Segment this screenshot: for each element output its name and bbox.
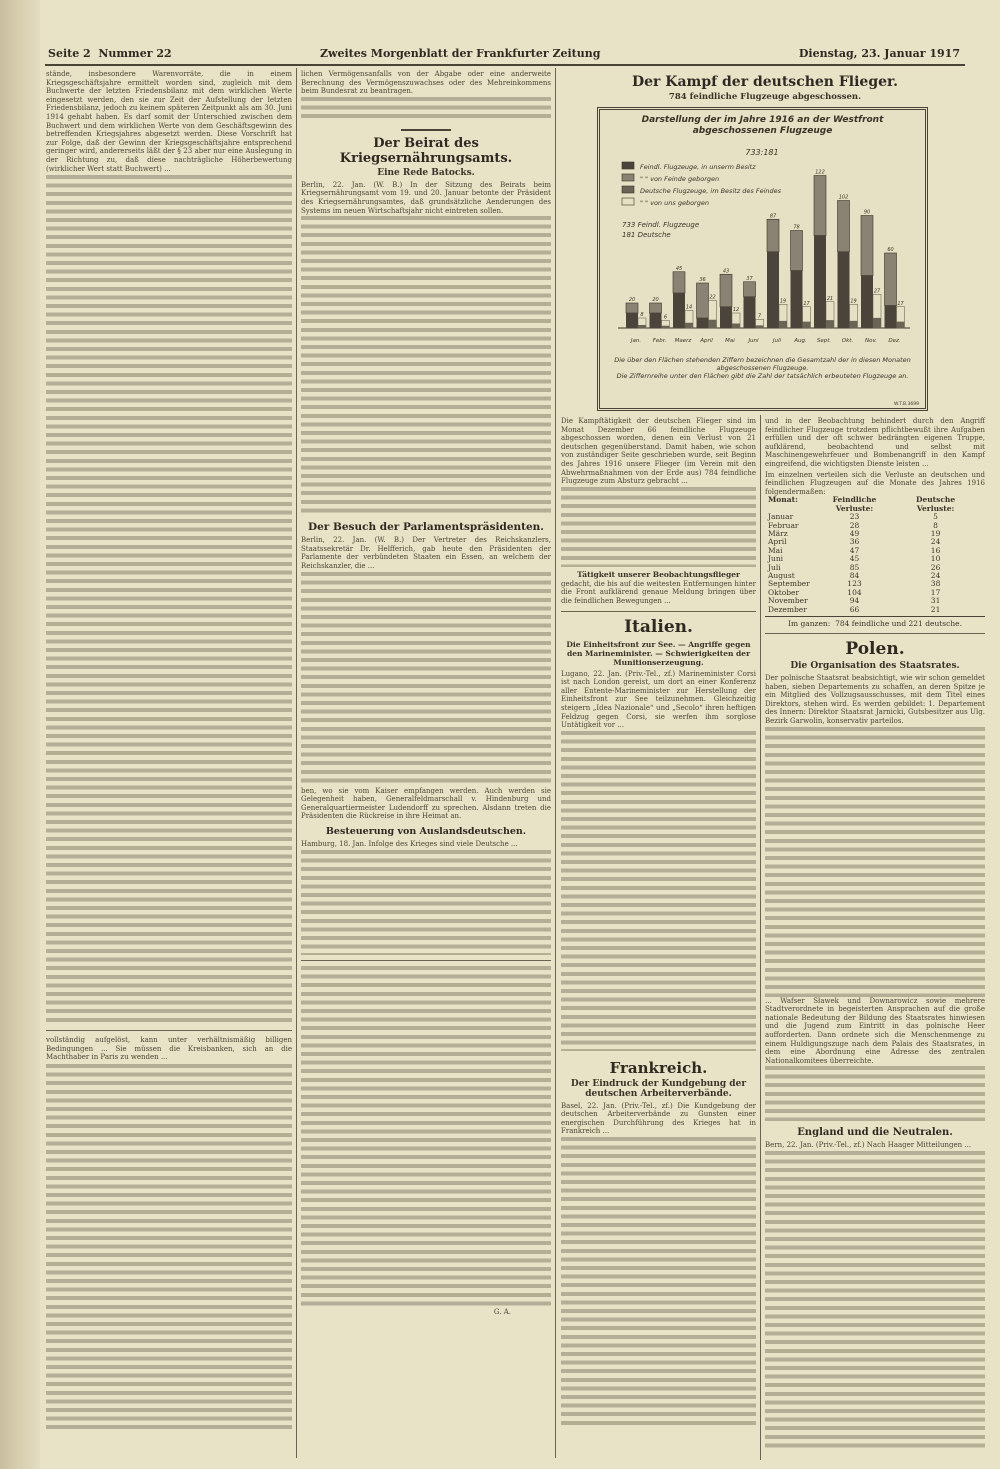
- enemy-loss-cell: 47: [849, 545, 860, 555]
- article-text: Bern, 22. Jan. (Priv.-Tel., zf.) Nach Haager Mitteilungen ...: [765, 1141, 972, 1150]
- value-label-german: 19: [850, 298, 857, 305]
- table-total: [765, 616, 985, 628]
- bar-german-lost: [779, 321, 787, 328]
- total-label: Im ganzen:: [787, 619, 831, 629]
- x-tick-label: Juni: [748, 338, 759, 344]
- section-rule: [561, 611, 756, 612]
- legend-swatch: [622, 174, 634, 181]
- x-tick-label: Juli: [772, 338, 782, 344]
- article-text: lichen Vermögensanfalls von der Abgabe oder eine anderweite Berechnung des Vermögenszuwachses oder des Mehreinkommens beim Bundesrat zu beantragen.: [301, 70, 551, 96]
- x-tick-label: Jan.: [630, 338, 642, 344]
- section-title-england: England und die Neutralen.: [797, 1127, 953, 1139]
- article-text: Berlin, 22. Jan. (W. B.) In der Sitzung des Beirats beim Kriegsernährungsamt vom 19. und 20. Januar betonte der Präsident des Kriegsernährungsamtes, daß grundsätzliche Aenderungen des Systems im neuen Wirtschaftsjahr nicht eintreten sollen.: [301, 180, 551, 215]
- value-label-enemy: 122: [815, 169, 825, 176]
- text-lines: [46, 1064, 292, 1434]
- text-lines: [46, 175, 292, 1025]
- bar-german-lost: [826, 320, 834, 328]
- value-label-german: 6: [663, 314, 668, 321]
- text-lines: [765, 1066, 985, 1121]
- bar-german-lost: [709, 320, 717, 328]
- totals-note: 181 Deutsche: [622, 231, 671, 239]
- bar-enemy-recovered: [885, 253, 897, 306]
- month-cell: März: [768, 528, 788, 538]
- chart-note: Die Ziffernreihe unter den Flächen gibt die Zahl der tatsächlich erbeuteten Flugzeuge an.: [616, 372, 909, 380]
- column-divider: [555, 68, 556, 1458]
- bar-enemy-recovered: [697, 283, 709, 318]
- bar-german-lost: [850, 321, 858, 328]
- bar-enemy-captured: [626, 313, 638, 328]
- value-label-enemy: 43: [722, 268, 730, 275]
- header-rule: [45, 64, 965, 66]
- x-tick-label: Mai: [725, 338, 735, 344]
- article-text: Der polnische Staatsrat beabsichtigt, wie wir schon gemeldet haben, sieben Departements zu schaffen, an deren Spitze je ein Mitglied des Vollzugsausschusses, mit dem Titel eines Direktors, stehen wird. Es werden gebildet: 1. Departement des Innern: Direktor Staatsrat Jarnicki, Gutsbesitzer aus Ulg. Bezirk Garwolin, konservativ parteilos.: [765, 674, 985, 725]
- enemy-loss-cell: 36: [849, 537, 860, 547]
- issue-number: Nummer 22: [98, 47, 172, 60]
- german-loss-cell: 24: [930, 571, 941, 580]
- bar-enemy-captured: [861, 276, 873, 329]
- bar-enemy-captured: [673, 293, 685, 328]
- text-lines: [301, 850, 551, 955]
- section-title-france: Frankreich.: [609, 1058, 708, 1077]
- german-loss-cell: 24: [930, 537, 941, 547]
- value-label-enemy: 78: [793, 224, 800, 231]
- bar-enemy-recovered: [767, 219, 779, 252]
- german-loss-cell: 19: [930, 528, 941, 538]
- enemy-loss-cell: 45: [849, 554, 860, 564]
- text-lines: [765, 1151, 985, 1451]
- value-label-german: 14: [685, 304, 693, 311]
- section-title-italy: Italien.: [624, 616, 693, 637]
- bar-german-lost: [685, 323, 693, 328]
- bar-enemy-captured: [744, 297, 756, 328]
- value-label-german: 21: [826, 295, 834, 302]
- legend-swatch: [622, 162, 634, 169]
- article-title: Der Beirat des Kriegsernährungsamts.: [339, 135, 513, 166]
- column-divider: [760, 415, 761, 1460]
- german-loss-cell: 10: [930, 554, 941, 564]
- value-label-german: 17: [897, 300, 904, 307]
- value-label-german: 19: [779, 298, 787, 305]
- enemy-loss-cell: 104: [847, 587, 862, 597]
- value-label-enemy: 20: [628, 297, 636, 303]
- month-cell: Mai: [768, 545, 783, 555]
- chart-credit: W.T.B.3699: [894, 402, 919, 407]
- value-label-german: 7: [757, 313, 762, 320]
- table-row: [765, 555, 975, 563]
- bar-german-lost: [803, 322, 811, 328]
- legend-swatch: [622, 186, 634, 193]
- value-label-enemy: 90: [863, 209, 871, 216]
- enemy-loss-cell: 23: [849, 512, 860, 522]
- column-1: [46, 70, 292, 1434]
- column-4: [765, 417, 985, 1451]
- german-loss-cell: 8: [933, 520, 938, 530]
- x-tick-label: April: [700, 338, 713, 344]
- bar-enemy-captured: [767, 252, 779, 328]
- german-loss-cell: 5: [933, 512, 938, 522]
- section-rule: [301, 960, 551, 961]
- text-lines: [301, 966, 551, 1306]
- x-tick-label: Dez.: [888, 338, 901, 344]
- enemy-loss-cell: 85: [849, 562, 860, 572]
- chart-legend: [622, 162, 782, 207]
- text-lines: [301, 216, 551, 516]
- bar-enemy-captured: [814, 236, 826, 329]
- value-label-enemy: 102: [838, 194, 849, 201]
- masthead: Zweites Morgenblatt der Frankfurter Zeitung: [320, 47, 601, 60]
- chart-subtitle: 733:181: [745, 148, 779, 157]
- article-text: und in der Beobachtung behindert durch den Angriff feindlicher Flugzeuge trotzdem pflichtbewußt ihre Aufgaben erfüllen und der oft schwer bedrängten eigenen Truppe, aufklärend, beobachtend und selbst mit Maschinengewehrfeuer und Bombenangriff in den Kampf eingreifend, die wichtigsten Dienste leisten ...: [765, 417, 985, 468]
- chart-frame: [597, 107, 928, 411]
- value-label-enemy: 36: [699, 277, 706, 283]
- month-cell: August: [768, 571, 795, 580]
- section-rule: [46, 1030, 292, 1031]
- bar-enemy-recovered: [861, 216, 873, 276]
- german-loss-cell: 31: [930, 596, 941, 606]
- article-text: Im einzelnen verteilen sich die Verluste an deutschen und feindlichen Flugzeugen auf die Monate des Jahres 1916 folgendermaßen:: [765, 470, 985, 496]
- bar-enemy-captured: [697, 318, 709, 328]
- section-title-poland: Polen.: [845, 639, 905, 660]
- losses-table: [765, 496, 975, 614]
- text-lines: [561, 731, 756, 1051]
- value-label-german: 27: [873, 288, 881, 295]
- article-text: Lugano, 22. Jan. (Priv.-Tel., zf.) Marineminister Corsi ist nach London gereist, um dort an einer Konferenz aller Entente-Marineminister zur Herstellung der Einheitsfront zur See teilzunehmen. Gleichzeitig steigern „Idea Nazionale“ und „Secolo“ ihren heftigen Feldzug gegen Corsi, sie werfen ihm sorglose Untätigkeit vor ...: [561, 669, 756, 730]
- text-lines: [561, 487, 756, 567]
- feature-title: Der Kampf der deutschen Flieger.: [631, 74, 898, 90]
- feature-subtitle: 784 feindliche Flugzeuge abgeschossen.: [668, 92, 862, 102]
- x-tick-label: Maerz: [674, 338, 692, 344]
- article-text: ... Wafser Sławek und Downarowicz sowie mehrere Stadtverordnete in begeisterten Ansprachen auf die große nationale Bedeutung der Bildung des Staatsrates hinwiesen und die Jugend zum Eintritt in das polnische Heer aufforderten. Dann ordnete sich die Menschenmenge zu einem Huldigungszuge nach dem Palais des Staatsrates, in dem eine Abordnung eine Adresse des zentralen Nationalkomitees überreichte.: [765, 996, 985, 1065]
- article-text: Berlin, 22. Jan. (W. B.) Der Vertreter des Reichskanzlers, Staatssekretär Dr. Helfferich, gab heute den Präsidenten der Parlamente der verbündeten Staaten ein Essen, an welchem der Reichskanzler, die ...: [301, 536, 551, 570]
- bar-enemy-recovered: [720, 274, 732, 307]
- article-text: Hamburg, 18. Jan. Infolge des Krieges sind viele Deutsche ...: [301, 839, 518, 848]
- text-lines: [765, 727, 985, 997]
- month-cell: April: [768, 537, 787, 547]
- value-label-enemy: 20: [652, 297, 659, 303]
- column-header: Deutsche Verluste:: [915, 495, 956, 513]
- bar-enemy-recovered: [673, 272, 685, 293]
- article-text: vollständig aufgelöst, kann unter verhältnismäßig billigen Bedingungen ... Sie müssen die Kreisbanken, sich an die Machthaber in Paris zu wenden ...: [46, 1036, 292, 1062]
- bar-enemy-recovered: [650, 303, 662, 313]
- legend-label: Feindl. Flugzeuge, in unserm Besitz: [640, 163, 756, 171]
- value-label-german: 12: [732, 307, 740, 313]
- article-text: Basel, 22. Jan. (Priv.-Tel., zf.) Die Kundgebung der deutschen Arbeiterverbände zu Gunsten einer energischen Durchführung des Krieges hat in Frankreich ...: [561, 1101, 756, 1136]
- german-loss-cell: 17: [930, 587, 941, 597]
- month-cell: Februar: [768, 520, 799, 530]
- bar-german-lost: [897, 322, 905, 328]
- article-text: ben, wo sie vom Kaiser empfangen werden. Auch werden sie Gelegenheit haben, Generalfeldmarschall v. Hindenburg und Generalquartiermeister Ludendorff zu sprechen. Alsdann treten die Präsidenten die Rückreise in ihre Heimat an.: [301, 786, 551, 821]
- bar-enemy-captured: [791, 271, 803, 329]
- bar-enemy-recovered: [791, 231, 803, 271]
- page-label: Seite 2: [48, 47, 91, 60]
- x-tick-label: Okt.: [841, 338, 854, 344]
- column-header: Monat:: [768, 495, 798, 505]
- month-cell: Oktober: [768, 587, 800, 597]
- month-cell: Juni: [768, 554, 784, 564]
- legend-label: " " von Feinde geborgen: [640, 175, 720, 183]
- german-loss-cell: 21: [930, 604, 941, 614]
- table-row: [765, 538, 975, 546]
- book-binding: [0, 0, 40, 1469]
- total-value: 784 feindliche und 221 deutsche.: [835, 619, 963, 629]
- table-row: [765, 606, 975, 614]
- value-label-enemy: 37: [746, 275, 753, 282]
- bar-german-lost: [756, 325, 764, 328]
- enemy-loss-cell: 49: [849, 528, 860, 538]
- value-label-enemy: 87: [769, 213, 777, 220]
- month-cell: Juli: [768, 562, 781, 572]
- month-cell: November: [768, 596, 808, 606]
- table-row: [765, 530, 975, 538]
- article-title: Der Besuch der Parlamentspräsidenten.: [308, 521, 544, 534]
- table-row: [765, 564, 975, 572]
- article-text: stände, insbesondere Warenvorräte, die in einem Kriegsgeschäftsjahre ermittelt worden sind, zugleich mit dem Buchwerte der letzten Friedensbilanz mit dem wirklichen Werte eingesetzt werden, den sie zur Zeit der Aufstellung der letzten Friedensbilanz, jedoch zu keinem späteren Zeitpunkt als am 30. Juni 1914 gehabt haben. Es darf somit der Unterschied zwischen dem Buchwert und dem wirklichen Werte von dem Geschäftsgewinn des betreffenden Kriegsjahres abgesetzt werden. Diese Vorschrift hat zur Folge, daß der Gewinn der Kriegsgeschäftsjahre entsprechend geringer wird, andererseits läßt der § 23 aber nur eine Auslegung in der Richtung zu, daß diese nachträgliche Höherbewertung (wirklicher Wert statt Buchwert) ...: [46, 70, 292, 173]
- article-subtitle: Die Einheitsfront zur See. — Angriffe gegen den Marineminister. — Schwierigkeiten der Munitionserzeugung.: [566, 639, 751, 667]
- column-header: Feindliche Verluste:: [832, 495, 877, 513]
- article-text: Die Kampftätigkeit der deutschen Flieger sind im Monat Dezember 66 feindliche Flugzeuge abgeschossen worden, denen ein Verlust von 21 deutschen gegenüberstand. Damit haben, wie schon von zuständiger Seite geschrieben wurde, seit Beginn des Jahres 1916 unsere Flieger (im Verein mit den Abwehrmaßnahmen von der Erde aus) 784 feindliche Flugzeuge zum Absturz gebracht ...: [561, 417, 756, 486]
- x-tick-label: Aug.: [794, 338, 807, 344]
- enemy-loss-cell: 123: [847, 579, 862, 589]
- month-cell: Dezember: [768, 604, 807, 614]
- bar-enemy-recovered: [814, 176, 826, 236]
- bar-enemy-recovered: [744, 282, 756, 297]
- page-number: [48, 47, 172, 60]
- value-label-enemy: 60: [887, 247, 894, 253]
- section-rule: [765, 633, 985, 634]
- month-cell: September: [768, 579, 810, 589]
- bar-german-lost: [662, 326, 670, 328]
- column-divider: [296, 68, 297, 1458]
- value-label-german: 22: [709, 294, 716, 301]
- enemy-loss-cell: 28: [849, 520, 860, 530]
- issue-date: Dienstag, 23. Januar 1917: [798, 47, 960, 60]
- bar-german-lost: [732, 324, 740, 329]
- legend-swatch: [622, 198, 634, 205]
- author-signature: G. A.: [493, 1307, 511, 1316]
- article-subtitle: Eine Rede Batocks.: [377, 167, 475, 178]
- bar-enemy-captured: [885, 306, 897, 329]
- legend-label: " " von uns geborgen: [640, 199, 709, 207]
- bar-enemy-recovered: [626, 303, 638, 313]
- bar-enemy-recovered: [838, 201, 850, 252]
- enemy-loss-cell: 94: [849, 596, 860, 606]
- enemy-loss-cell: 84: [849, 571, 860, 580]
- enemy-loss-cell: 66: [849, 604, 860, 614]
- separator: [401, 129, 451, 131]
- chart-note: Die über den Flächen stehenden Ziffern bezeichnen die Gesamtzahl der in diesen Monaten abgeschossenen Flugzeuge.: [614, 356, 911, 372]
- value-label-german: 17: [803, 300, 810, 307]
- column-2: [301, 70, 551, 1316]
- column-3: [561, 417, 756, 1427]
- x-tick-label: Sept.: [816, 338, 832, 344]
- bar-german-lost: [638, 325, 646, 328]
- article-title: Besteuerung von Auslandsdeutschen.: [325, 825, 527, 837]
- bar-enemy-captured: [650, 313, 662, 328]
- text-lines: [301, 97, 551, 123]
- article-subtitle: Die Organisation des Staatsrates.: [790, 661, 960, 672]
- text-lines: [301, 572, 551, 787]
- section-subhead: Tätigkeit unserer Beobachtungsflieger: [577, 569, 740, 579]
- table-row: [765, 522, 975, 530]
- german-loss-cell: 38: [930, 579, 941, 589]
- bar-enemy-captured: [838, 252, 850, 328]
- bar-german-lost: [873, 318, 881, 328]
- text-lines: [561, 1137, 756, 1427]
- totals-note: 733 Feindl. Flugzeuge: [622, 221, 700, 229]
- value-label-german: 8: [640, 312, 644, 318]
- x-tick-label: Febr.: [652, 338, 667, 344]
- x-tick-label: Nov.: [864, 338, 878, 344]
- table-row: [765, 547, 975, 555]
- legend-label: Deutsche Flugzeuge, im Besitz des Feindes: [640, 187, 782, 195]
- value-label-enemy: 45: [675, 265, 683, 272]
- bar-enemy-captured: [720, 307, 732, 328]
- german-loss-cell: 26: [930, 562, 941, 572]
- chart-title: Darstellung der im Jahre 1916 an der Westfront abgeschossenen Flugzeuge: [641, 115, 884, 136]
- article-subtitle: Der Eindruck der Kundgebung der deutschen Arbeiterverbände.: [570, 1078, 747, 1099]
- article-text: gedacht, die bis auf die weitesten Entfernungen hinter die Front aufklärend genaue Meldung bringen über die feindlichen Bewegungen ...: [561, 579, 756, 605]
- month-cell: Januar: [768, 512, 794, 522]
- german-loss-cell: 16: [930, 545, 941, 555]
